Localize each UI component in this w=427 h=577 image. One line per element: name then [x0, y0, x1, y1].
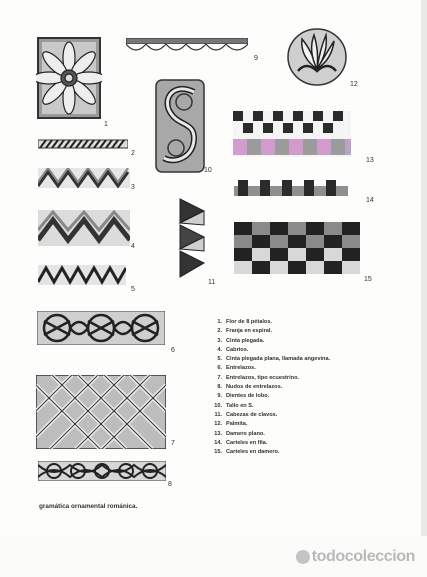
figure-number-3: 3 [131, 184, 135, 191]
ornament-chevrons [38, 210, 130, 246]
ornament-billets-checkerboard [234, 222, 360, 274]
ornament-interlace-knots [38, 461, 166, 481]
ornament-interlace-panel [36, 375, 166, 449]
legend-item: 8. Nudos de entrelazos. [217, 384, 283, 391]
legend-item: 13. Damero plano. [214, 430, 265, 437]
figure-number-12: 12 [350, 81, 358, 88]
ornament-billets-row [234, 180, 348, 198]
legend-item: 9. Dientes de lobo. [217, 393, 270, 400]
ornament-legend-list [208, 318, 330, 457]
figure-number-4: 4 [131, 243, 135, 250]
ornament-interlace-circles [37, 311, 165, 345]
legend-item: 4. Cabrios. [217, 346, 249, 353]
legend-item: 14. Carteles en fila. [214, 439, 268, 446]
legend-item: 15. Carteles en damero. [214, 449, 280, 456]
figure-number-14: 14 [366, 197, 374, 204]
figure-number-7: 7 [171, 440, 175, 447]
figure-number-13: 13 [366, 157, 374, 164]
figure-number-5: 5 [131, 286, 135, 293]
legend-item: 11. Cabezas de clavos. [214, 411, 278, 418]
legend-item: 12. Palmita. [214, 421, 248, 428]
watermark-text: todocoleccion [311, 548, 415, 565]
ornament-wolf-teeth [126, 38, 248, 56]
ornament-palmette [286, 27, 348, 87]
legend-item: 1. Flor de 8 pétalos. [217, 319, 273, 325]
legend-item: 3. Cinta plegada. [217, 337, 265, 344]
ornament-angevine-ribbon [38, 265, 126, 285]
figure-number-6: 6 [171, 347, 175, 354]
ornament-folded-ribbon [38, 168, 130, 188]
footer-band [0, 536, 427, 577]
ornament-flat-checkerboard [233, 111, 351, 157]
legend-item: 2. Franja en espiral. [217, 328, 273, 335]
page-caption: gramática ornamental románica. [39, 503, 138, 510]
legend-item: 7. Entrelazos, tipo ecuestrino. [217, 374, 300, 381]
watermark-logo [296, 548, 415, 566]
page-edge-shadow [421, 0, 427, 536]
figure-number-15: 15 [364, 276, 372, 283]
figure-number-9: 9 [254, 55, 258, 62]
figure-number-11: 11 [208, 279, 216, 286]
figure-number-2: 2 [131, 150, 135, 157]
watermark-dot-icon [296, 550, 310, 564]
figure-number-8: 8 [168, 481, 172, 488]
ornament-s-stem [154, 78, 206, 174]
figure-number-10: 10 [204, 167, 212, 174]
ornament-nail-heads [178, 197, 206, 279]
figure-number-1: 1 [104, 121, 108, 128]
ornament-spiral-band [38, 139, 128, 149]
legend-item: 5. Cinta plegada plana, llamada angevina. [217, 356, 331, 363]
legend-item: 10. Tallo en S. [214, 402, 254, 409]
legend-item: 6. Entrelazos. [217, 365, 256, 372]
ornament-flower-8-petals [36, 36, 102, 120]
